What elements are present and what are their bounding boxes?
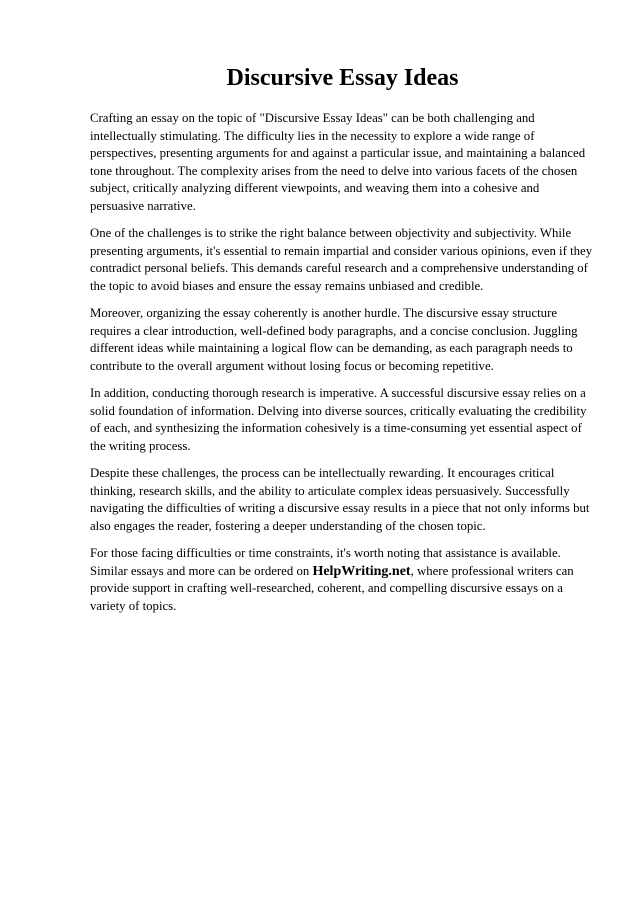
document-title: Discursive Essay Ideas (226, 65, 459, 91)
paragraph-rewarding: Despite these challenges, the process can be intellectually rewarding. It encourages critical thinking, research skills, and the ability to articulate complex ideas persuasively. Successfully navigating the difficulties of writing a discursive essay results in a piece that not only informs but also engages the reader, fostering a deeper understanding of the chosen topic. (90, 466, 590, 533)
paragraph-objectivity: One of the challenges is to strike the right balance between objectivity and subjectivity. While presenting arguments, it's essential to remain impartial and consider various opinions, even if they contradict personal beliefs. This demands careful research and a comprehensive understanding of the topic to avoid biases and ensure the essay remains unbiased and credible. (90, 226, 593, 293)
paragraph-intro: Crafting an essay on the topic of "Discursive Essay Ideas" can be both challenging and intellectually stimulating. The difficulty lies in the necessity to explore a wide range of perspectives, presenting arguments for and against a particular issue, and maintaining a balanced tone throughout. The complexity arises from the need to delve into various facets of the chosen subject, critically analyzing different viewpoints, and weaving them into a cohesive and persuasive narrative. (90, 111, 586, 213)
paragraph-assistance (90, 545, 595, 615)
assistance-text-after-link: , where professional writers can provide support in crafting well-researched, coherent, and compelling discursive essays on a variety of topics. (90, 563, 574, 613)
assistance-text-before-link: For those facing difficulties or time constraints, it's worth noting that assistance is available. Similar essays and more can be ordered on (90, 546, 561, 578)
paragraph-research: In addition, conducting thorough research is imperative. A successful discursive essay relies on a solid foundation of information. Delving into diverse sources, critically evaluating the credibility of each, and synthesizing the information cohesively is a time-consuming yet essential aspect of the writing process. (90, 386, 587, 453)
paragraph-organization: Moreover, organizing the essay coherently is another hurdle. The discursive essay structure requires a clear introduction, well-defined body paragraphs, and a concise conclusion. Juggling different ideas while maintaining a logical flow can be demanding, as each paragraph needs to contribute to the overall argument without losing focus or becoming repetitive. (90, 306, 578, 373)
helpwriting-link[interactable]: HelpWriting.net (312, 563, 411, 579)
document-page (90, 64, 595, 625)
